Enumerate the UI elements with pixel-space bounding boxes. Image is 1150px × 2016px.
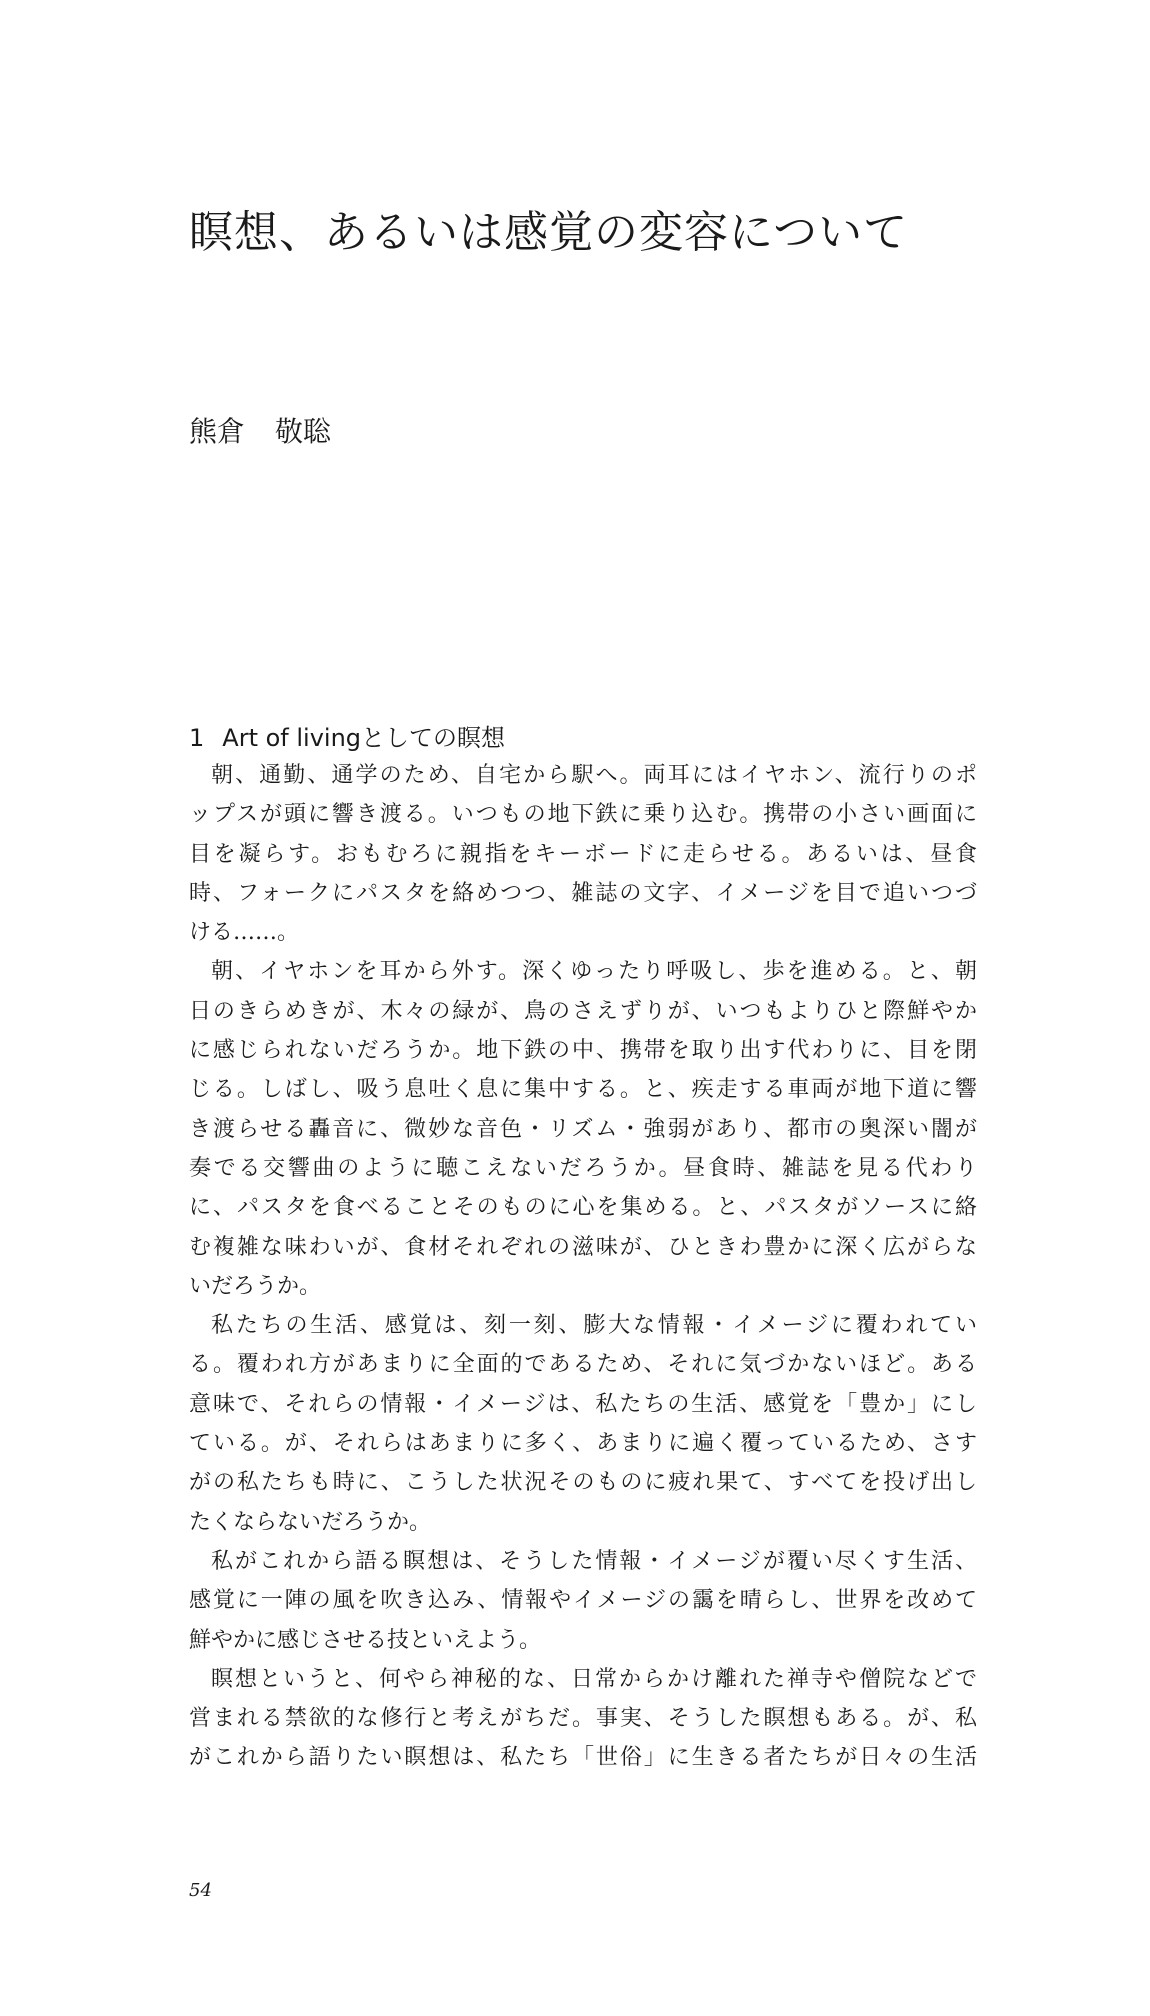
section-heading — [189, 718, 505, 753]
text-line: 営まれる禁欲的な修行と考えがちだ。事実、そうした瞑想もある。が、私 — [189, 1706, 977, 1732]
section-number: 1 — [189, 724, 205, 752]
text-line: いだろうか。 — [189, 1273, 322, 1299]
author-family-name: 熊倉 — [189, 415, 246, 448]
text-line: る。覆われ方があまりに全面的であるため、それに気づかないほど。ある — [189, 1352, 977, 1378]
text-line: がこれから語りたい瞑想は、私たち「世俗」に生きる者たちが日々の生活 — [189, 1745, 977, 1771]
text-line: 私がこれから語る瞑想は、そうした情報・イメージが覆い尽くす生活、 — [211, 1548, 977, 1574]
text-line: む複雑な味わいが、食材それぞれの滋味が、ひときわ豊かに深く広がらな — [189, 1234, 977, 1260]
body-text — [189, 756, 977, 1778]
text-line: 朝、イヤホンを耳から外す。深くゆったり呼吸し、歩を進める。と、朝 — [211, 959, 977, 985]
text-line: 朝、通勤、通学のため、自宅から駅へ。両耳にはイヤホン、流行りのポ — [211, 763, 977, 788]
text-line: に、パスタを食べることそのものに心を集める。と、パスタがソースに絡 — [189, 1195, 977, 1221]
author-given-name: 敬聡 — [275, 415, 332, 448]
text-line: 瞑想というと、何やら神秘的な、日常からかけ離れた禅寺や僧院などで — [211, 1666, 977, 1692]
text-line: ップスが頭に響き渡る。いつもの地下鉄に乗り込む。携帯の小さい画面に — [189, 802, 977, 828]
author-name — [189, 410, 331, 450]
text-line: 目を凝らす。おもむろに親指をキーボードに走らせる。あるいは、昼食 — [189, 841, 977, 867]
text-line: き渡らせる轟音に、微妙な音色・リズム・強弱があり、都市の奥深い闇が — [189, 1116, 977, 1142]
page-number: 54 — [189, 1880, 212, 1901]
text-line: 日のきらめきが、木々の緑が、鳥のさえずりが、いつもよりひと際鮮やか — [189, 998, 977, 1024]
text-line: 奏でる交響曲のように聴こえないだろうか。昼食時、雑誌を見る代わり — [189, 1155, 977, 1181]
text-line: たくならないだろうか。 — [189, 1509, 432, 1535]
text-line: 私たちの生活、感覚は、刻一刻、膨大な情報・イメージに覆われてい — [211, 1313, 977, 1339]
text-line: 時、フォークにパスタを絡めつつ、雑誌の文字、イメージを目で追いつづ — [189, 880, 977, 906]
text-line: に感じられないだろうか。地下鉄の中、携帯を取り出す代わりに、目を閉 — [189, 1038, 977, 1064]
text-line: 鮮やかに感じさせる技といえよう。 — [189, 1627, 542, 1653]
text-line: ける……。 — [189, 920, 300, 946]
article-title: 瞑想、あるいは感覚の変容について — [189, 207, 909, 258]
text-line: じる。しばし、吸う息吐く息に集中する。と、疾走する車両が地下道に響 — [189, 1077, 977, 1103]
text-line: 感覚に一陣の風を吹き込み、情報やイメージの靄を晴らし、世界を改めて — [189, 1588, 977, 1614]
text-line: ている。が、それらはあまりに多く、あまりに遍く覆っているため、さす — [189, 1431, 977, 1457]
text-line: がの私たちも時に、こうした状況そのものに疲れ果て、すべてを投げ出し — [189, 1470, 977, 1496]
section-heading-text: Art of livingとしての瞑想 — [222, 724, 506, 752]
text-line: 意味で、それらの情報・イメージは、私たちの生活、感覚を「豊か」にし — [189, 1391, 977, 1417]
